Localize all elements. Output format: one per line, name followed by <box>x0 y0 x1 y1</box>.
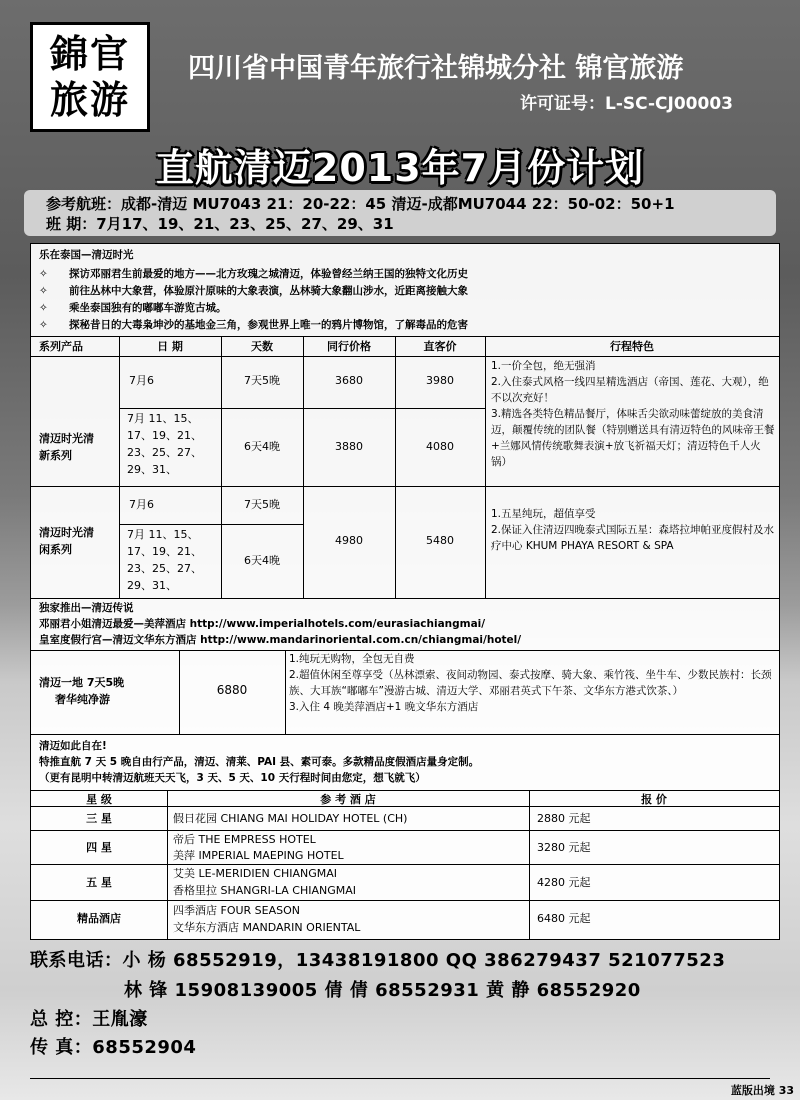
feature-line: 2.超值休闲至尊享受（丛林漂索、夜间动物园、泰式按摩、骑大象、乘竹筏、坐牛车、少数民族村：长颈族、大耳族“嘟嘟车”漫游古城、清迈大学、邓丽君英式下午茶、文华东方港式饮茶、） <box>289 669 772 697</box>
hotel-star: 五 星 <box>86 876 112 889</box>
highlight-bullet-icon: ✧ <box>39 319 48 331</box>
days-cell: 7天5晚 <box>244 374 280 387</box>
highlight-bullet-icon: ✧ <box>39 285 48 297</box>
divider <box>285 650 286 734</box>
feature-line: 2.保证入住清迈四晚泰式国际五星：森塔拉坤帕亚度假村及水疗中心 KHUM PHAYA RESORT & SPA <box>491 524 775 552</box>
date-cell: 7月6 <box>129 498 154 511</box>
retail-price-cell: 4080 <box>426 440 454 453</box>
highlight-item: 前往丛林中大象营，体验原汁原味的大象表演，丛林骑大象翻山涉水，近距离接触大象 <box>69 285 468 297</box>
freedom-note: （更有昆明中转清迈航班天天飞，3 天、5 天、10 天行程时间由您定，想飞就飞） <box>39 772 426 784</box>
feature-line: 1.纯玩无购物，全包无自费 <box>289 653 415 665</box>
features-cell <box>491 506 775 554</box>
brand-logo <box>30 22 150 132</box>
divider <box>119 524 303 525</box>
hotel-name: 文华东方酒店 MANDARIN ORIENTAL <box>173 921 361 934</box>
divider <box>119 336 120 598</box>
days-cell: 7天5晚 <box>244 498 280 511</box>
itinerary-panel <box>30 243 780 940</box>
luxury-subname: 奢华纯净游 <box>55 693 110 706</box>
series-name: 清迈时光清新系列 <box>39 432 94 462</box>
divider <box>31 864 779 865</box>
freedom-title: 清迈如此自在! <box>39 740 107 752</box>
hotel-header-name: 参 考 酒 店 <box>320 793 376 806</box>
divider <box>31 830 779 831</box>
highlight-bullet-icon: ✧ <box>39 268 48 280</box>
flight-schedule-text: 班 期：7月17、19、21、23、25、27、29、31 <box>46 215 394 233</box>
highlights-title: 乐在泰国—清迈时光 <box>39 249 134 261</box>
hotel-name: 艾美 LE-MERIDIEN CHIANGMAI <box>173 867 337 880</box>
license-number: 许可证号：L-SC-CJ00003 <box>520 94 733 114</box>
feature-line: 1.一价全包，绝无强消 <box>491 360 596 372</box>
date-cell: 7月 11、15、17、19、21、23、25、27、29、31、 <box>127 528 202 592</box>
hotel-price: 2880 元起 <box>537 812 591 825</box>
divider <box>31 900 779 901</box>
exclusive-title: 独家推出—清迈传说 <box>39 602 134 614</box>
feature-line: 3.入住 4 晚美萍酒店+1 晚文华东方酒店 <box>289 701 479 713</box>
features-cell <box>289 651 775 715</box>
peer-price-cell: 3880 <box>335 440 363 453</box>
peer-price-cell: 3680 <box>335 374 363 387</box>
hotel-name: 帝后 THE EMPRESS HOTEL <box>173 833 316 846</box>
highlight-item: 探访邓丽君生前最爱的地方——北方玫瑰之城清迈，体验曾经兰纳王国的独特文化历史 <box>69 268 468 280</box>
contact-phone-line: 联系电话：小 杨 68552919，13438191800 QQ 386279437 521077523 <box>30 950 726 971</box>
divider <box>485 336 486 598</box>
divider <box>31 356 779 357</box>
divider <box>31 734 779 735</box>
exclusive-link[interactable]: 邓丽君小姐清迈最爱—美萍酒店 http://www.imperialhotels.com/eurasiachiangmai/ <box>39 618 486 630</box>
feature-line: 1.五星纯玩，超值享受 <box>491 508 596 520</box>
retail-price-cell: 3980 <box>426 374 454 387</box>
col-header-date: 日 期 <box>157 340 183 353</box>
divider <box>31 486 779 487</box>
hotel-price: 6480 元起 <box>537 912 591 925</box>
exclusive-link[interactable]: 皇室度假行宫—清迈文华东方酒店 http://www.mandarinoriental.com.cn/chiangmai/hotel/ <box>39 634 522 646</box>
logo-line-2: 旅游 <box>49 77 130 122</box>
date-cell: 7月6 <box>129 374 154 387</box>
col-header-peer-price: 同行价格 <box>327 340 371 353</box>
divider <box>31 598 779 599</box>
flight-route-text: 参考航班：成都-清迈 MU7043 21：20-22：45 清迈-成都MU7044 22：50-02：50+1 <box>46 195 675 213</box>
days-cell: 6天4晚 <box>244 440 280 453</box>
freedom-text: 特推直航 7 天 5 晚自由行产品，清迈、清莱、PAI 县、素可泰。多款精品度假酒店量身定制。 <box>39 756 480 768</box>
col-header-retail-price: 直客价 <box>423 340 457 353</box>
divider <box>119 408 485 409</box>
contact-phone-line: 林 锋 15908139005 倩 倩 68552931 黄 静 68552920 <box>124 980 641 1001</box>
col-header-features: 行程特色 <box>610 340 654 353</box>
date-cell: 7月 11、15、17、19、21、23、25、27、29、31、 <box>127 412 202 476</box>
hotel-star: 精品酒店 <box>77 912 121 925</box>
footer-divider <box>30 1078 770 1079</box>
days-cell: 6天4晚 <box>244 554 280 567</box>
highlight-item: 乘坐泰国独有的嘟嘟车游览古城。 <box>69 302 227 314</box>
series-name: 清迈时光清闲系列 <box>39 526 94 556</box>
features-cell <box>491 358 775 470</box>
hotel-star: 三 星 <box>86 812 112 825</box>
hotel-name: 假日花园 CHIANG MAI HOLIDAY HOTEL (CH) <box>173 812 408 825</box>
hotel-header-star: 星 级 <box>86 793 112 806</box>
logo-line-1: 錦官 <box>49 31 130 76</box>
hotel-price: 4280 元起 <box>537 876 591 889</box>
hotel-header-price: 报 价 <box>641 793 667 806</box>
divider <box>31 336 779 337</box>
contact-fax: 传 真：68552904 <box>30 1037 197 1058</box>
agency-name: 四川省中国青年旅行社锦城分社 锦官旅游 <box>188 53 684 84</box>
highlight-bullet-icon: ✧ <box>39 302 48 314</box>
flight-info-band <box>24 190 776 236</box>
luxury-price: 6880 <box>216 683 248 697</box>
hotel-name: 四季酒店 FOUR SEASON <box>173 904 300 917</box>
hotel-name: 香格里拉 SHANGRI-LA CHIANGMAI <box>173 884 357 897</box>
retail-price-cell: 5480 <box>426 534 454 547</box>
feature-line: 3.精选各类特色精品餐厅，体味舌尖欲动味蕾绽放的美食清迈，颠覆传统的团队餐（特别赠送具有清迈特色的风味帝王餐+兰娜风情传统歌舞表演+放飞祈福天灯；清迈特色千人火锅） <box>491 408 775 468</box>
col-header-days: 天数 <box>251 340 273 353</box>
luxury-name: 清迈一地 7天5晚 <box>39 676 125 689</box>
divider <box>529 790 530 940</box>
peer-price-cell: 4980 <box>335 534 363 547</box>
hotel-name: 美萍 IMPERIAL MAEPING HOTEL <box>173 849 344 862</box>
contact-manager: 总 控：王胤濠 <box>30 1009 148 1030</box>
hotel-star: 四 星 <box>86 841 112 854</box>
page-number: 蓝版出境 33 <box>730 1084 794 1097</box>
col-header-series: 系列产品 <box>39 340 83 353</box>
page-title: 直航清迈2013年7月份计划 <box>155 146 645 190</box>
hotel-price: 3280 元起 <box>537 841 591 854</box>
divider <box>167 790 168 940</box>
highlight-item: 探秘昔日的大毒枭坤沙的基地金三角，参观世界上唯一的鸦片博物馆，了解毒品的危害 <box>69 319 468 331</box>
feature-line: 2.入住泰式风格一线四星精选酒店（帝国、莲花、大观），绝不以次充好！ <box>491 376 769 404</box>
